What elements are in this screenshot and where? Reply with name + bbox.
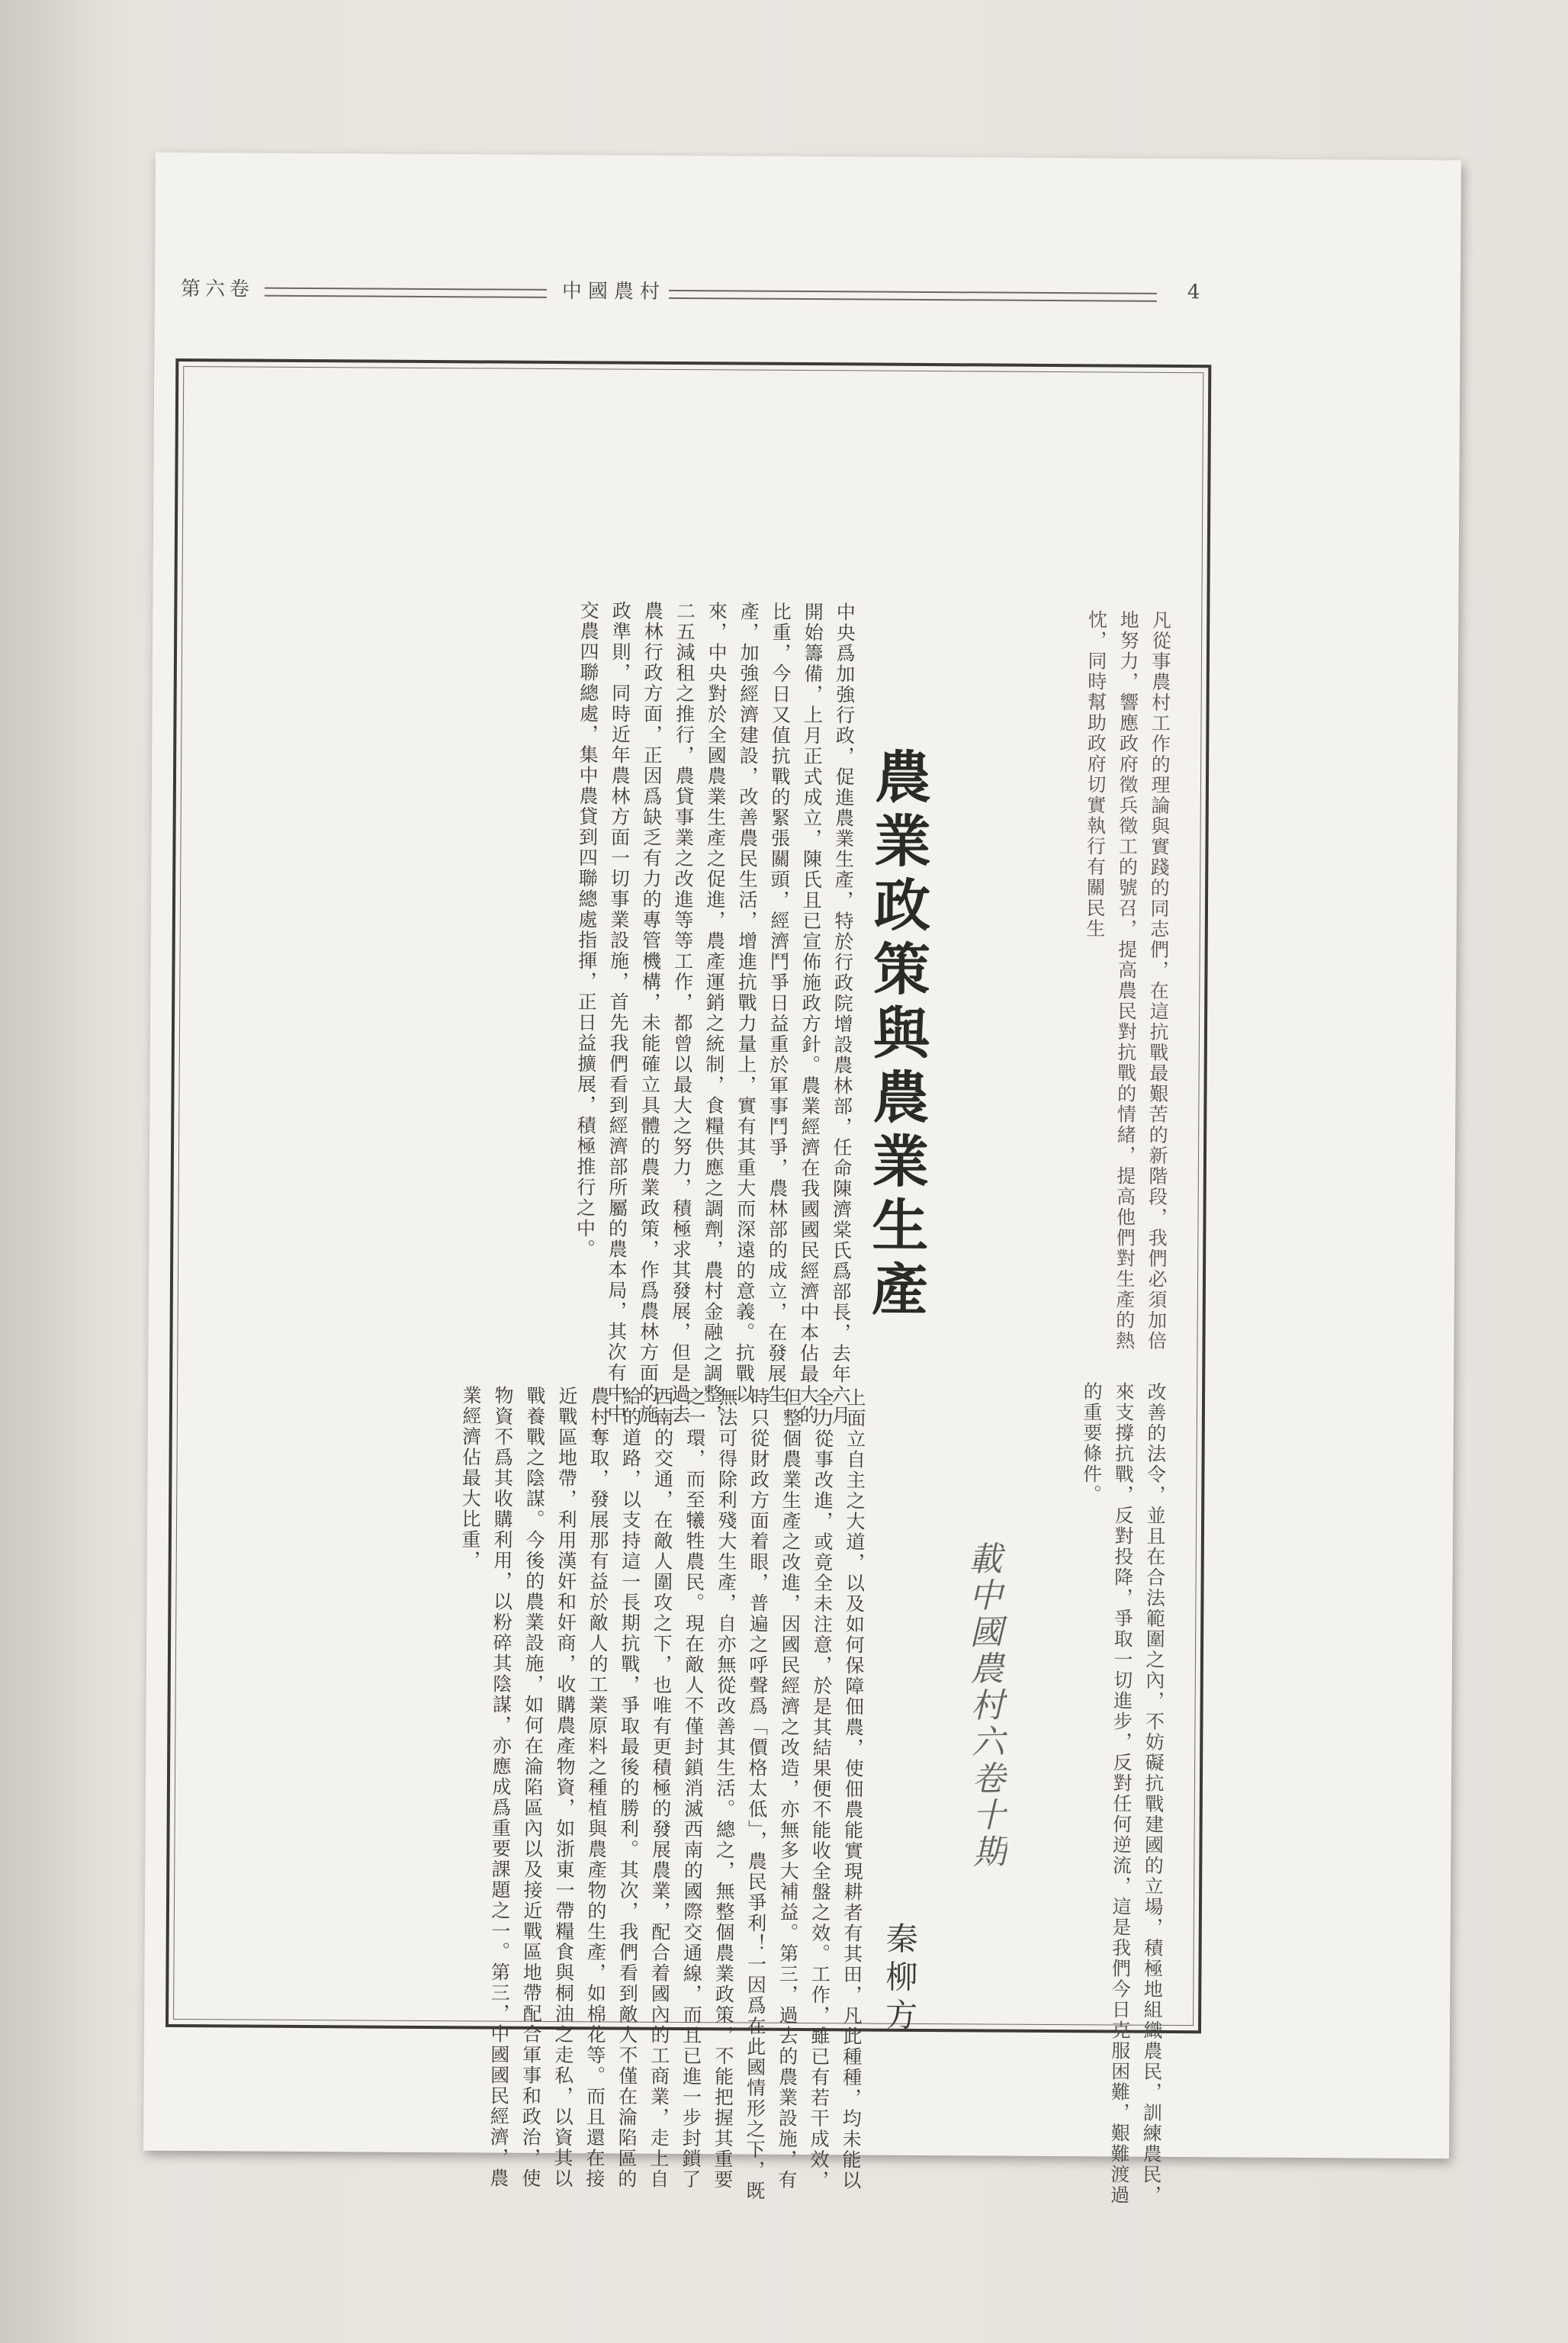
body-text-lower: 上面立自主之大道，以及如何保障佃農，使佃農能實現耕者有其田，凡此種種，均未能以全力從事改進，或竟全未注意，於是其結果便不能收全盤之效。工作，雖已有若干成效，但整個農業生產之改進，因國民經濟之改造，亦無多大補益。第三，過去的農業設施，有時只從財政方面着眼，普遍之呼聲爲「價格太低」，農民爭利！一因爲在此國情形之下，既無法可得除利殘大生產，自亦無從改善其生活。總之，無整個農業政策，不能把握其重要之一環，而至犧牲農民。現在敵人不僅封鎖消滅西南的國際交通線，而且已進一步封鎖了西南的交通，在敵人圍攻之下，也唯有更積極的發展農業，配合着國內的工商業，走上自給的道路，以支持這一長期抗戰，爭取最後的勝利。其次，我們看到敵人不僅在淪陷區的農村奪取，發展那有益於敵人的工業原料之種植與農產物的生產，如棉花等。而且還在接近戰區地帶，利用漢奸和奸商，收購農產物資，如浙東一帶糧食與桐油之走私，以資其以戰養戰之陰謀。今後的農業設施，如何在淪陷區內以及接近戰區地帶配合軍事和政治，使物資不爲其收購利用，以粉碎其陰謀，亦應成爲重要課題之一。第三，中國國民經濟，農業經濟佔最大比重， xyxy=(458,1385,867,2202)
running-header xyxy=(173,273,1200,313)
article-frame xyxy=(165,358,1211,2206)
header-rule-left xyxy=(265,288,547,298)
article-author: 秦柳方 xyxy=(880,1921,919,2036)
body-text-upper: 中央爲加強行政，促進農業生產，特於行政院增設農林部，任命陳濟棠氏爲部長，去年六月開始籌備，上月正式成立，陳氏且已宣佈施政方針。農業經濟在我國國民經濟中本佔最大的比重，今日又值抗戰的緊張關頭，經濟鬥爭日益重於軍事鬥爭，農林部的成立，在發展生產，加強經濟建設，改善農民生活，增進抗戰力量上，實有其重大而深遠的意義。抗戰以來，中央對於全國農業生產之促進，農產運銷之統制，食糧供應之調劑，農村金融之調整，二五減租之推行，農貸事業之改進等等工作，都曾以最大之努力，積極求其發展，但是過去農林行政方面，正因爲缺乏有力的專管機構，未能確立具體的農業政策，作爲農林方面的施政準則，同時近年農林方面一切事業設施，首先我們看到經濟部所屬的農本局，其次有中中交農四聯總處，集中農貸到四聯總處指揮，正日益擴展，積極推行之中。 xyxy=(574,600,856,1426)
handwritten-annotation: 載中國農村六卷十期 xyxy=(962,1541,1007,1871)
article-title: 農業政策與農業生產 xyxy=(862,747,932,1325)
magazine-name: 中國農村 xyxy=(561,280,667,304)
header-rule-right xyxy=(669,290,1157,302)
magazine-page xyxy=(143,153,1461,2206)
page-number: 4 xyxy=(1187,281,1200,304)
backdrop-shadow xyxy=(0,0,130,2343)
issue-label: 第六卷 xyxy=(180,278,255,301)
intro-paragraph-part2: 改善的法令，並且在合法範圍之內，不妨礙抗戰建國的立場，積極地組織農民，訓練農民，來支撐抗戰，反對投降，爭取一切進步，反對任何逆流，這是我們今日克服困難，艱難渡過的重要條件。 xyxy=(1080,1381,1168,2206)
intro-paragraph-part1: 凡從事農村工作的理論與實踐的同志們，在這抗戰最艱苦的新階段，我們必須加倍地努力，響應政府徵兵徵工的號召，提高農民對抗戰的情緒，提高他們對生產的熱忱，同時幫助政府切實執行有關民生 xyxy=(1083,609,1172,1351)
